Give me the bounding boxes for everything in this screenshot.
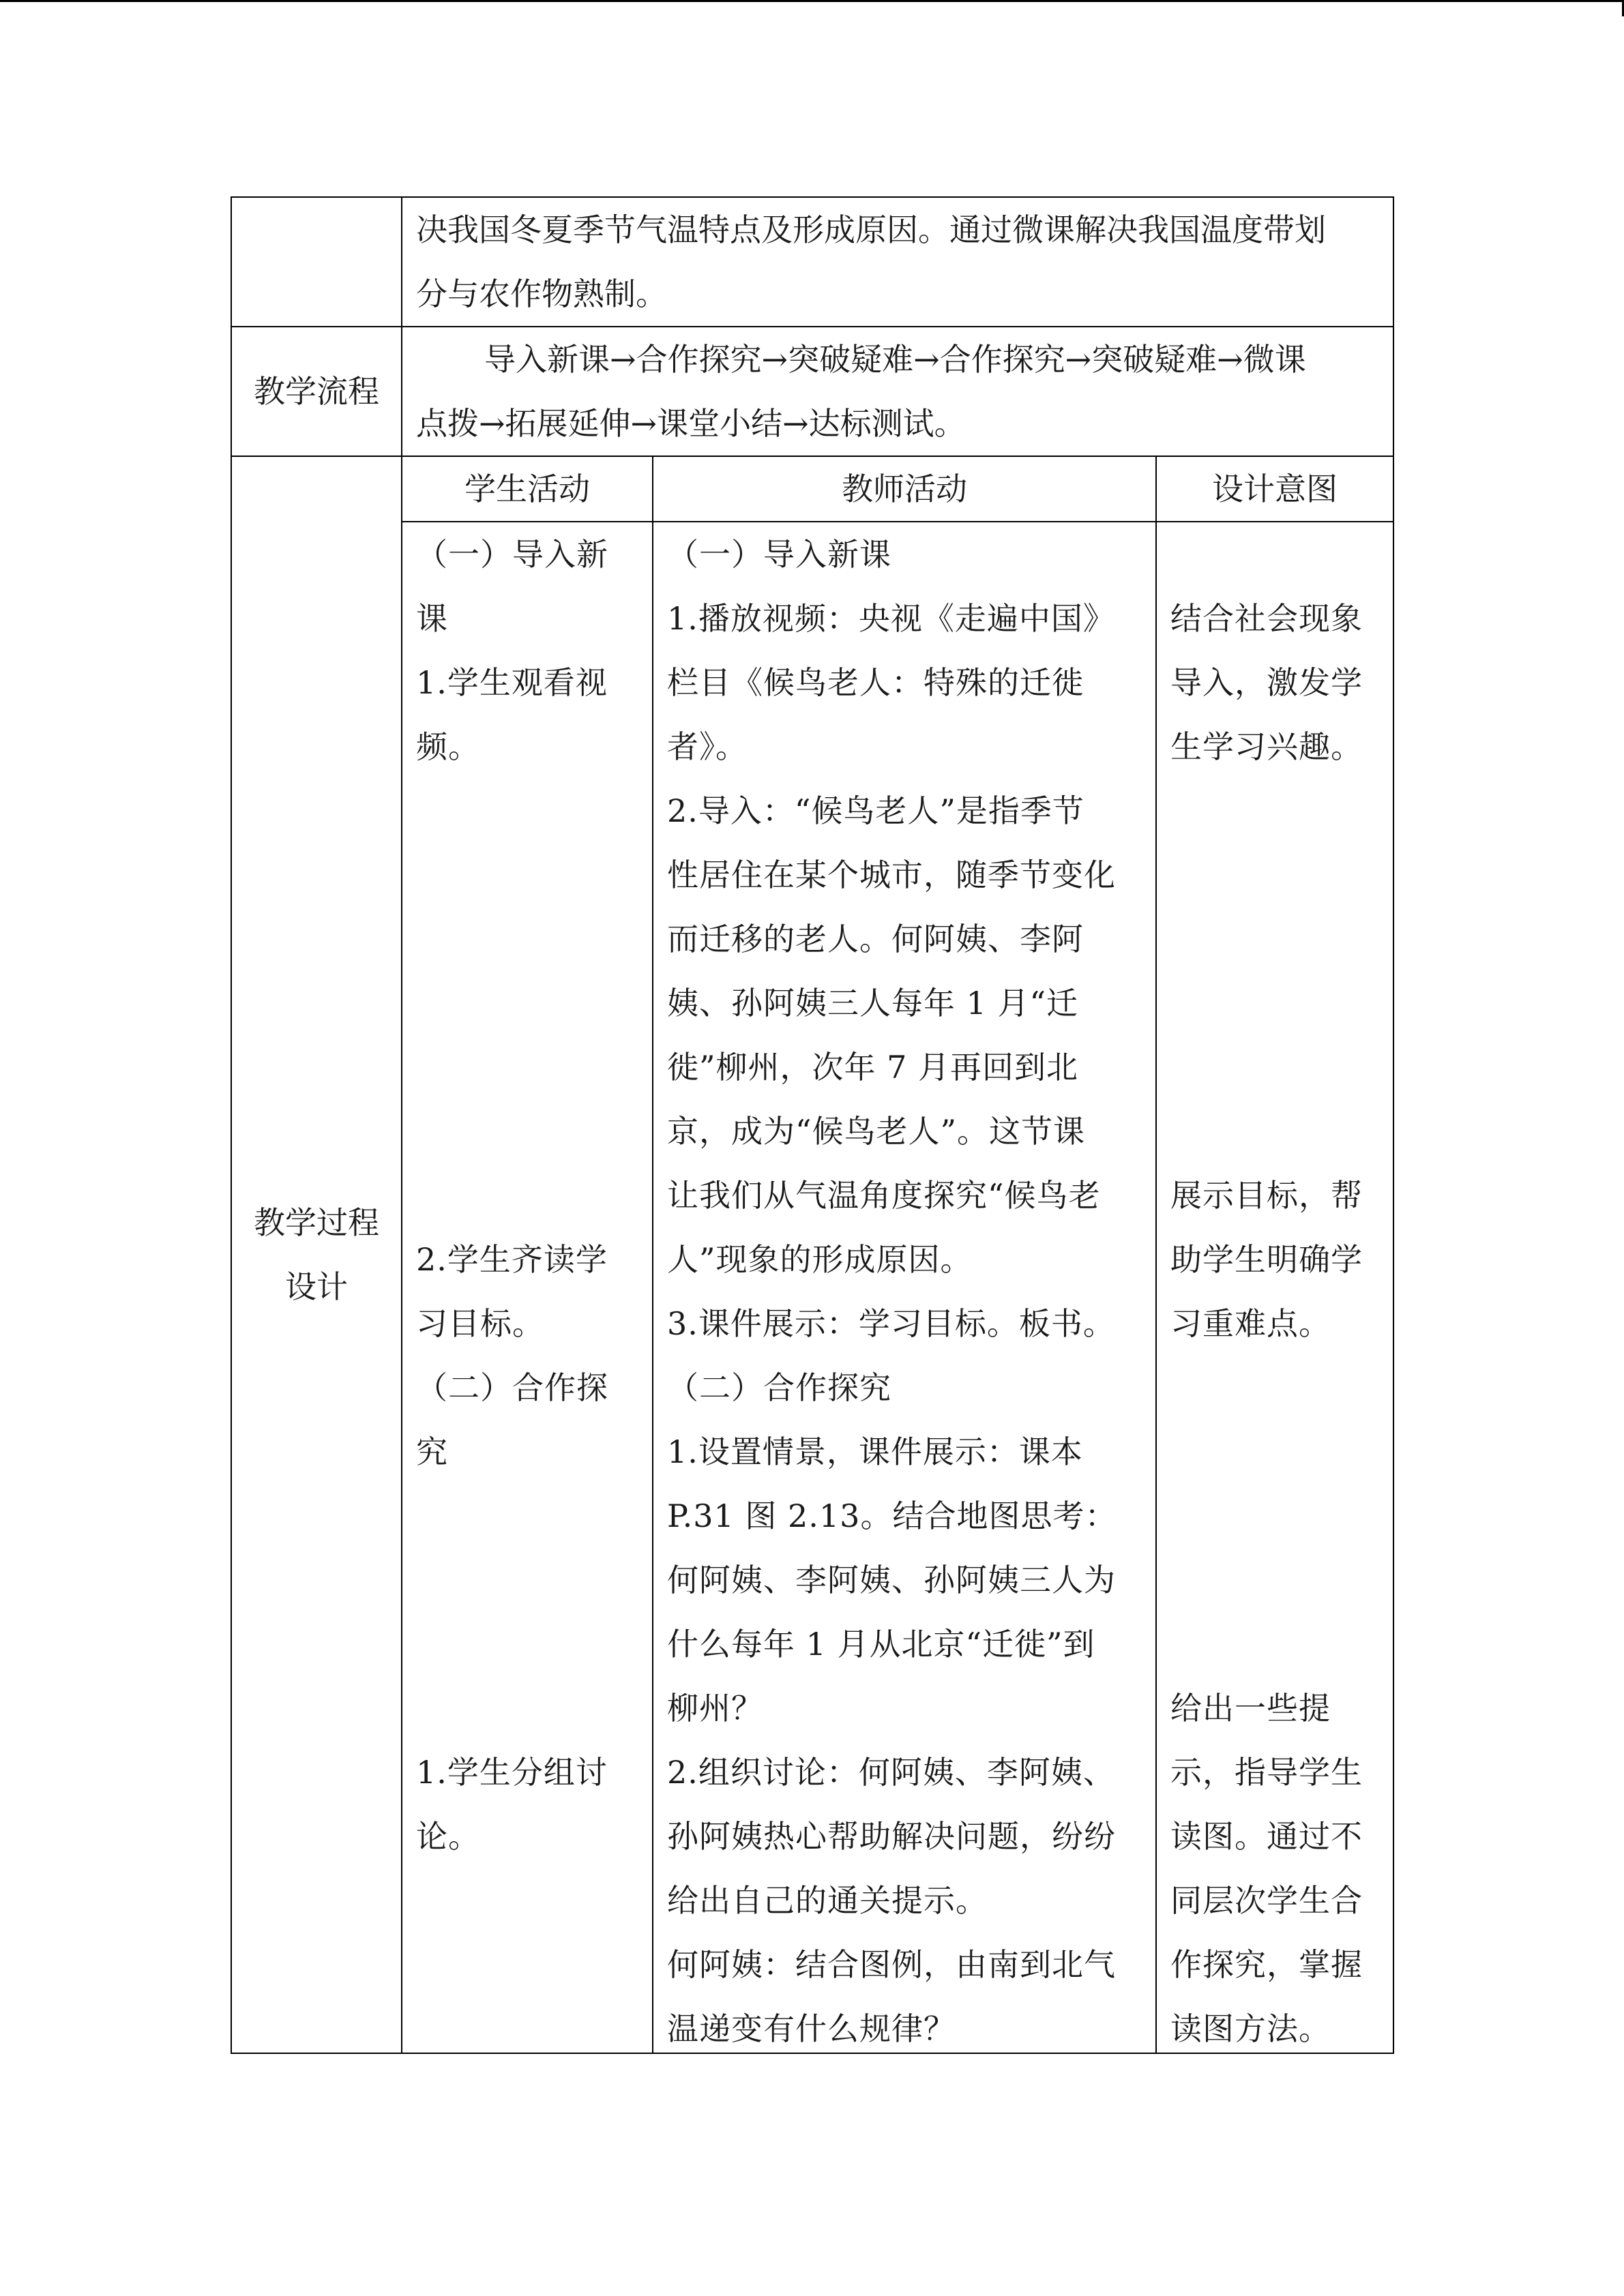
teacher-line: 1.设置情景，课件展示：课本 (667, 1433, 1083, 1470)
student-line: 论。 (416, 1818, 480, 1855)
teacher-line: 孙阿姨热心帮助解决问题，纷纷 (667, 1818, 1116, 1855)
intent-line: 助学生明确学 (1170, 1241, 1363, 1278)
lesson-plan-table-frame (231, 196, 1394, 2054)
header-teacher (653, 457, 1157, 522)
teacher-line: 给出自己的通关提示。 (667, 1882, 988, 1919)
student-line: 课 (416, 600, 448, 637)
page-top-rule (0, 0, 1624, 2)
intent-line: 结合社会现象 (1170, 600, 1363, 637)
teacher-line: P.31 图 2.13。结合地图思考： (667, 1497, 1117, 1534)
header-teacher-text: 教师活动 (842, 471, 967, 507)
student-line: 习目标。 (416, 1305, 544, 1342)
intent-line: 同层次学生合 (1170, 1882, 1363, 1919)
intent-line: 习重难点。 (1170, 1305, 1331, 1342)
intent-group-2 (1157, 1163, 1393, 1356)
teacher-line: 性居住在某个城市，随季节变化 (667, 856, 1116, 893)
teacher-line: 2.组织讨论：何阿姨、李阿姨、 (667, 1754, 1115, 1791)
intent-line: 示，指导学生 (1170, 1754, 1363, 1791)
teacher-line: 3.课件展示：学习目标。板书。 (667, 1305, 1115, 1342)
teacher-line: 者》。 (667, 728, 748, 765)
student-group-2 (402, 1227, 652, 1484)
student-activity-cell (402, 522, 653, 2054)
teacher-line: 2.导入：“候鸟老人”是指季节 (667, 792, 1084, 829)
student-line: （一）导入新 (416, 536, 608, 573)
intent-line: 作探究，掌握 (1170, 1946, 1363, 1983)
intent-group-1 (1157, 586, 1393, 779)
flow-label: 教学流程 (254, 373, 379, 410)
intent-line: 展示目标，帮 (1170, 1177, 1363, 1214)
intro-line-2: 分与农作物熟制。 (416, 275, 667, 312)
teacher-line: 何阿姨、李阿姨、孙阿姨三人为 (667, 1562, 1116, 1598)
intent-line: 给出一些提 (1170, 1690, 1331, 1727)
teacher-activity-cell (653, 522, 1157, 2054)
header-intent-text: 设计意图 (1212, 471, 1338, 507)
flow-line-2: 点拨→拓展延伸→课堂小结→达标测试。 (416, 405, 966, 442)
teacher-line: （二）合作探究 (667, 1369, 891, 1406)
student-group-3 (402, 1740, 652, 1868)
header-student (402, 457, 653, 522)
teacher-line: 何阿姨：结合图例，由南到北气 (667, 1946, 1116, 1983)
intent-line: 生学习兴趣。 (1170, 728, 1363, 765)
student-line: 1.学生分组讨 (416, 1754, 608, 1791)
intent-line: 导入，激发学 (1170, 664, 1363, 701)
flow-label-cell (232, 327, 402, 457)
intent-group-3 (1157, 1676, 1393, 2061)
intent-line: 读图方法。 (1170, 2010, 1331, 2047)
teacher-line: 温递变有什么规律？ (667, 2010, 956, 2047)
flow-content-cell (402, 327, 1394, 457)
process-label-line-2: 设计 (285, 1268, 348, 1305)
teacher-lines (653, 522, 1155, 2061)
intent-line: 读图。通过不 (1170, 1818, 1363, 1855)
header-intent (1157, 457, 1394, 522)
student-line: 究 (416, 1433, 448, 1470)
student-group-1 (402, 522, 652, 779)
student-line: 频。 (416, 728, 480, 765)
teacher-line: 柳州？ (667, 1690, 763, 1727)
teacher-line: 人”现象的形成原因。 (667, 1241, 973, 1278)
teacher-line: 徙”柳州，次年 7 月再回到北 (667, 1049, 1079, 1086)
teacher-line: 姨、孙阿姨三人每年 1 月“迁 (667, 985, 1079, 1022)
intro-content-cell (402, 198, 1394, 327)
teacher-line: 栏目《候鸟老人：特殊的迁徙 (667, 664, 1084, 701)
teacher-line: （一）导入新课 (667, 536, 891, 573)
design-intent-cell (1157, 522, 1394, 2054)
teacher-line: 让我们从气温角度探究“候鸟老 (667, 1177, 1101, 1214)
student-line: 2.学生齐读学 (416, 1241, 608, 1278)
header-student-text: 学生活动 (464, 471, 590, 507)
intro-label-cell (232, 198, 402, 327)
student-line: （二）合作探 (416, 1369, 608, 1406)
teacher-line: 1.播放视频：央视《走遍中国》 (667, 600, 1115, 637)
process-label-line-1: 教学过程 (254, 1204, 379, 1241)
intro-line-1: 决我国冬夏季节气温特点及形成原因。通过微课解决我国温度带划 (416, 211, 1326, 248)
flow-line-1: 导入新课→合作探究→突破疑难→合作探究→突破疑难→微课 (484, 341, 1306, 378)
teacher-line: 京，成为“候鸟老人”。这节课 (667, 1113, 1086, 1150)
process-label-cell (232, 457, 402, 2054)
teacher-line: 什么每年 1 月从北京“迁徙”到 (667, 1626, 1095, 1663)
student-line: 1.学生观看视 (416, 664, 608, 701)
teacher-line: 而迁移的老人。何阿姨、李阿 (667, 921, 1084, 957)
